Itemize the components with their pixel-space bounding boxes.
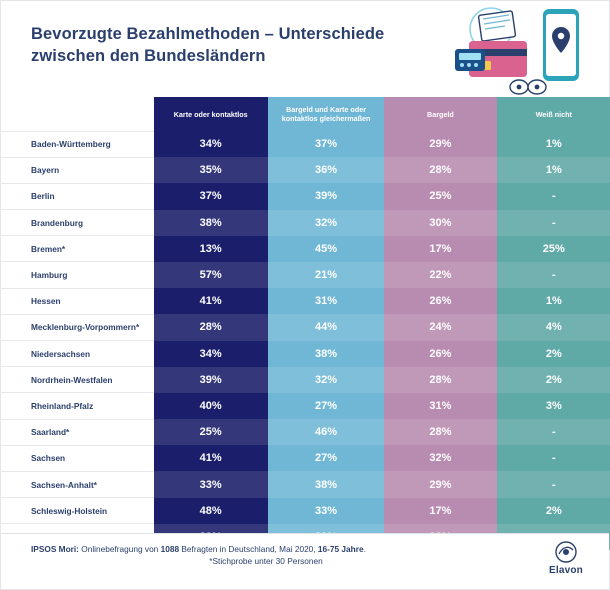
table-cell: - (497, 183, 610, 209)
table-row (1, 445, 610, 471)
table-cell: 31% (268, 288, 384, 314)
table-cell: 44% (268, 314, 384, 340)
table-row (1, 262, 610, 288)
table-cell: 28% (384, 367, 496, 393)
table-cell: 30% (384, 210, 496, 236)
table-cell: 28% (154, 314, 268, 340)
table-cell: 28% (384, 419, 496, 445)
table-cell: 34% (154, 341, 268, 367)
table-row (1, 314, 610, 340)
row-label: Nordrhein-Westfalen (1, 367, 154, 393)
brand-name: Elavon (549, 565, 583, 576)
header (1, 1, 609, 97)
row-label: Mecklenburg-Vorpommern* (1, 314, 154, 340)
table-cell: 2% (497, 341, 610, 367)
table-cell: - (497, 419, 610, 445)
data-table-container (1, 97, 609, 551)
row-label: Baden-Württemberg (1, 131, 154, 157)
row-label: Niedersachsen (1, 341, 154, 367)
page-title: Bevorzugte Bezahlmethoden – Unterschiede zwischen den Bundesländern (31, 25, 385, 66)
row-label: Rheinland-Pfalz (1, 393, 154, 419)
table-cell: - (497, 210, 610, 236)
table-cell: 27% (268, 393, 384, 419)
table-row (1, 131, 610, 157)
row-label: Berlin (1, 183, 154, 209)
table-cell: 29% (384, 471, 496, 497)
table-body (1, 131, 610, 550)
source-note (31, 543, 501, 555)
table-cell: 28% (384, 157, 496, 183)
column-header-both: Bargeld und Karte oder kontaktlos gleichermaßen (268, 97, 384, 131)
table-cell: 35% (154, 157, 268, 183)
footer (1, 533, 609, 589)
table-cell: 36% (268, 157, 384, 183)
elavon-logo-mark-icon (555, 541, 577, 563)
row-label: Hessen (1, 288, 154, 314)
table-cell: 39% (268, 183, 384, 209)
source-label: IPSOS Mori: (31, 544, 79, 554)
table-row (1, 393, 610, 419)
table-cell: 17% (384, 236, 496, 262)
table-cell: 41% (154, 288, 268, 314)
column-header-dontknow: Weiß nicht (497, 97, 610, 131)
row-label: Bremen* (1, 236, 154, 262)
table-cell: 26% (384, 341, 496, 367)
row-label: Saarland* (1, 419, 154, 445)
table-cell: 45% (268, 236, 384, 262)
table-row (1, 157, 610, 183)
payment-methods-table (1, 97, 610, 551)
table-cell: 37% (154, 183, 268, 209)
table-cell: - (497, 262, 610, 288)
table-cell: 57% (154, 262, 268, 288)
table-cell: 22% (384, 262, 496, 288)
table-cell: 1% (497, 288, 610, 314)
row-label: Hamburg (1, 262, 154, 288)
table-cell: 33% (268, 498, 384, 524)
table-row (1, 341, 610, 367)
column-header-region (1, 97, 154, 131)
row-label: Schleswig-Holstein (1, 498, 154, 524)
table-cell: 32% (384, 445, 496, 471)
payment-terminal-and-mobile-phone-illustration-icon (447, 5, 587, 97)
table-cell: 25% (497, 236, 610, 262)
table-cell: 29% (384, 131, 496, 157)
table-cell: 48% (154, 498, 268, 524)
table-cell: 13% (154, 236, 268, 262)
table-cell: - (497, 471, 610, 497)
footnote: *Stichprobe unter 30 Personen (209, 556, 323, 567)
table-cell: 34% (154, 131, 268, 157)
table-cell: 21% (268, 262, 384, 288)
table-cell: 46% (268, 419, 384, 445)
table-cell: 38% (154, 210, 268, 236)
table-cell: 32% (268, 367, 384, 393)
table-cell: 3% (497, 393, 610, 419)
table-row (1, 471, 610, 497)
row-label: Brandenburg (1, 210, 154, 236)
column-header-cash: Bargeld (384, 97, 496, 131)
source-mid-1: Onlinebefragung von (78, 544, 161, 554)
table-cell: 38% (268, 341, 384, 367)
table-header-row (1, 97, 610, 131)
table-cell: 1% (497, 157, 610, 183)
table-row (1, 288, 610, 314)
table-cell: 37% (268, 131, 384, 157)
table-cell: 32% (268, 210, 384, 236)
source-mid-2: Befragten in Deutschland, Mai 2020, (179, 544, 318, 554)
row-label: Sachsen (1, 445, 154, 471)
table-row (1, 183, 610, 209)
table-row (1, 498, 610, 524)
row-label: Bayern (1, 157, 154, 183)
table-cell: 41% (154, 445, 268, 471)
table-cell: 2% (497, 367, 610, 393)
table-cell: 25% (154, 419, 268, 445)
table-cell: - (497, 445, 610, 471)
table-row (1, 367, 610, 393)
table-cell: 27% (268, 445, 384, 471)
table-cell: 26% (384, 288, 496, 314)
table-row (1, 210, 610, 236)
table-row (1, 419, 610, 445)
table-cell: 33% (154, 471, 268, 497)
table-cell: 38% (268, 471, 384, 497)
brand-logo (549, 541, 583, 576)
table-cell: 24% (384, 314, 496, 340)
table-cell: 40% (154, 393, 268, 419)
row-label: Sachsen-Anhalt* (1, 471, 154, 497)
age-range: 16-75 Jahre (317, 544, 364, 554)
source-end: . (363, 544, 366, 554)
column-header-card: Karte oder kontaktlos (154, 97, 268, 131)
table-cell: 2% (497, 498, 610, 524)
table-cell: 17% (384, 498, 496, 524)
table-cell: 39% (154, 367, 268, 393)
table-cell: 4% (497, 314, 610, 340)
table-cell: 25% (384, 183, 496, 209)
table-row (1, 236, 610, 262)
table-cell: 31% (384, 393, 496, 419)
table-cell: 1% (497, 131, 610, 157)
sample-size: 1088 (160, 544, 180, 554)
